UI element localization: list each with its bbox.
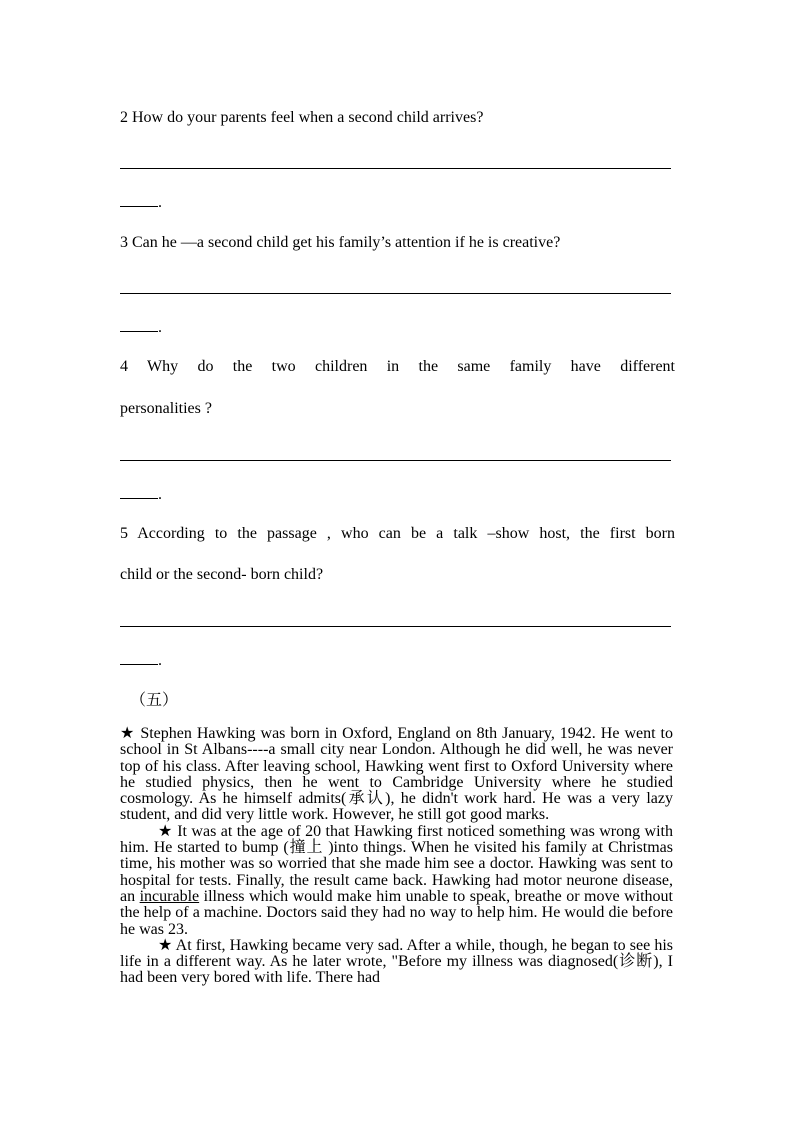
answer-tail-4: .	[120, 485, 162, 505]
answer-blank	[120, 318, 158, 332]
answer-line-5	[120, 626, 671, 627]
passage-paragraph-1: ★ Stephen Hawking was born in Oxford, England on 8th January, 1942. He went to school in St Albans----a small city near London. Although he did well, he was never top of his class. After leaving school, Hawking went first to Oxford University where he studied physics, then he went to Cambridge University where he studied cosmology. As he himself admits(承认), he didn't work hard. He was a very lazy student, and did very little work. However, he still got good marks.	[120, 725, 673, 824]
question-4-line-2: personalities ?	[120, 400, 212, 417]
answer-blank	[120, 651, 158, 665]
answer-line-4	[120, 460, 671, 461]
passage-paragraph-2: ★ It was at the age of 20 that Hawking first noticed something was wrong with him. He started to bump (撞上 )into things. When he visited his family at Christmas time, his mother was so worried that she made him see a doctor. Hawking was sent to hospital for tests. Finally, the result came back. Hawking had motor neurone disease, an incurable illness which would make him unable to speak, breathe or move without the help of a machine. Doctors said they had no way to help him. He would die before he was 23.	[120, 822, 673, 938]
section-label: （五）	[130, 692, 179, 709]
answer-blank	[120, 193, 158, 207]
answer-tail-2: .	[120, 193, 162, 213]
passage-paragraph-3: ★ At first, Hawking became very sad. After a while, though, he began to see his life in a different way. As he later wrote, "Before my illness was diagnosed(诊断), I had been very bored with life. There had	[120, 936, 673, 987]
question-4-line-1: 4 Why do the two children in the same family have different	[120, 358, 675, 375]
underlined-word: incurable	[139, 887, 200, 905]
answer-line-2	[120, 168, 671, 169]
answer-blank	[120, 485, 158, 499]
answer-tail-3: .	[120, 318, 162, 338]
reading-passage	[120, 726, 673, 987]
answer-tail-5: .	[120, 651, 162, 671]
question-5-line-1: 5 According to the passage , who can be a talk –show host, the first born	[120, 525, 675, 542]
question-5-line-2: child or the second- born child?	[120, 566, 324, 583]
question-2: 2 How do your parents feel when a second child arrives?	[120, 109, 484, 126]
answer-line-3	[120, 293, 671, 294]
question-3: 3 Can he —a second child get his family’s attention if he is creative?	[120, 234, 561, 251]
